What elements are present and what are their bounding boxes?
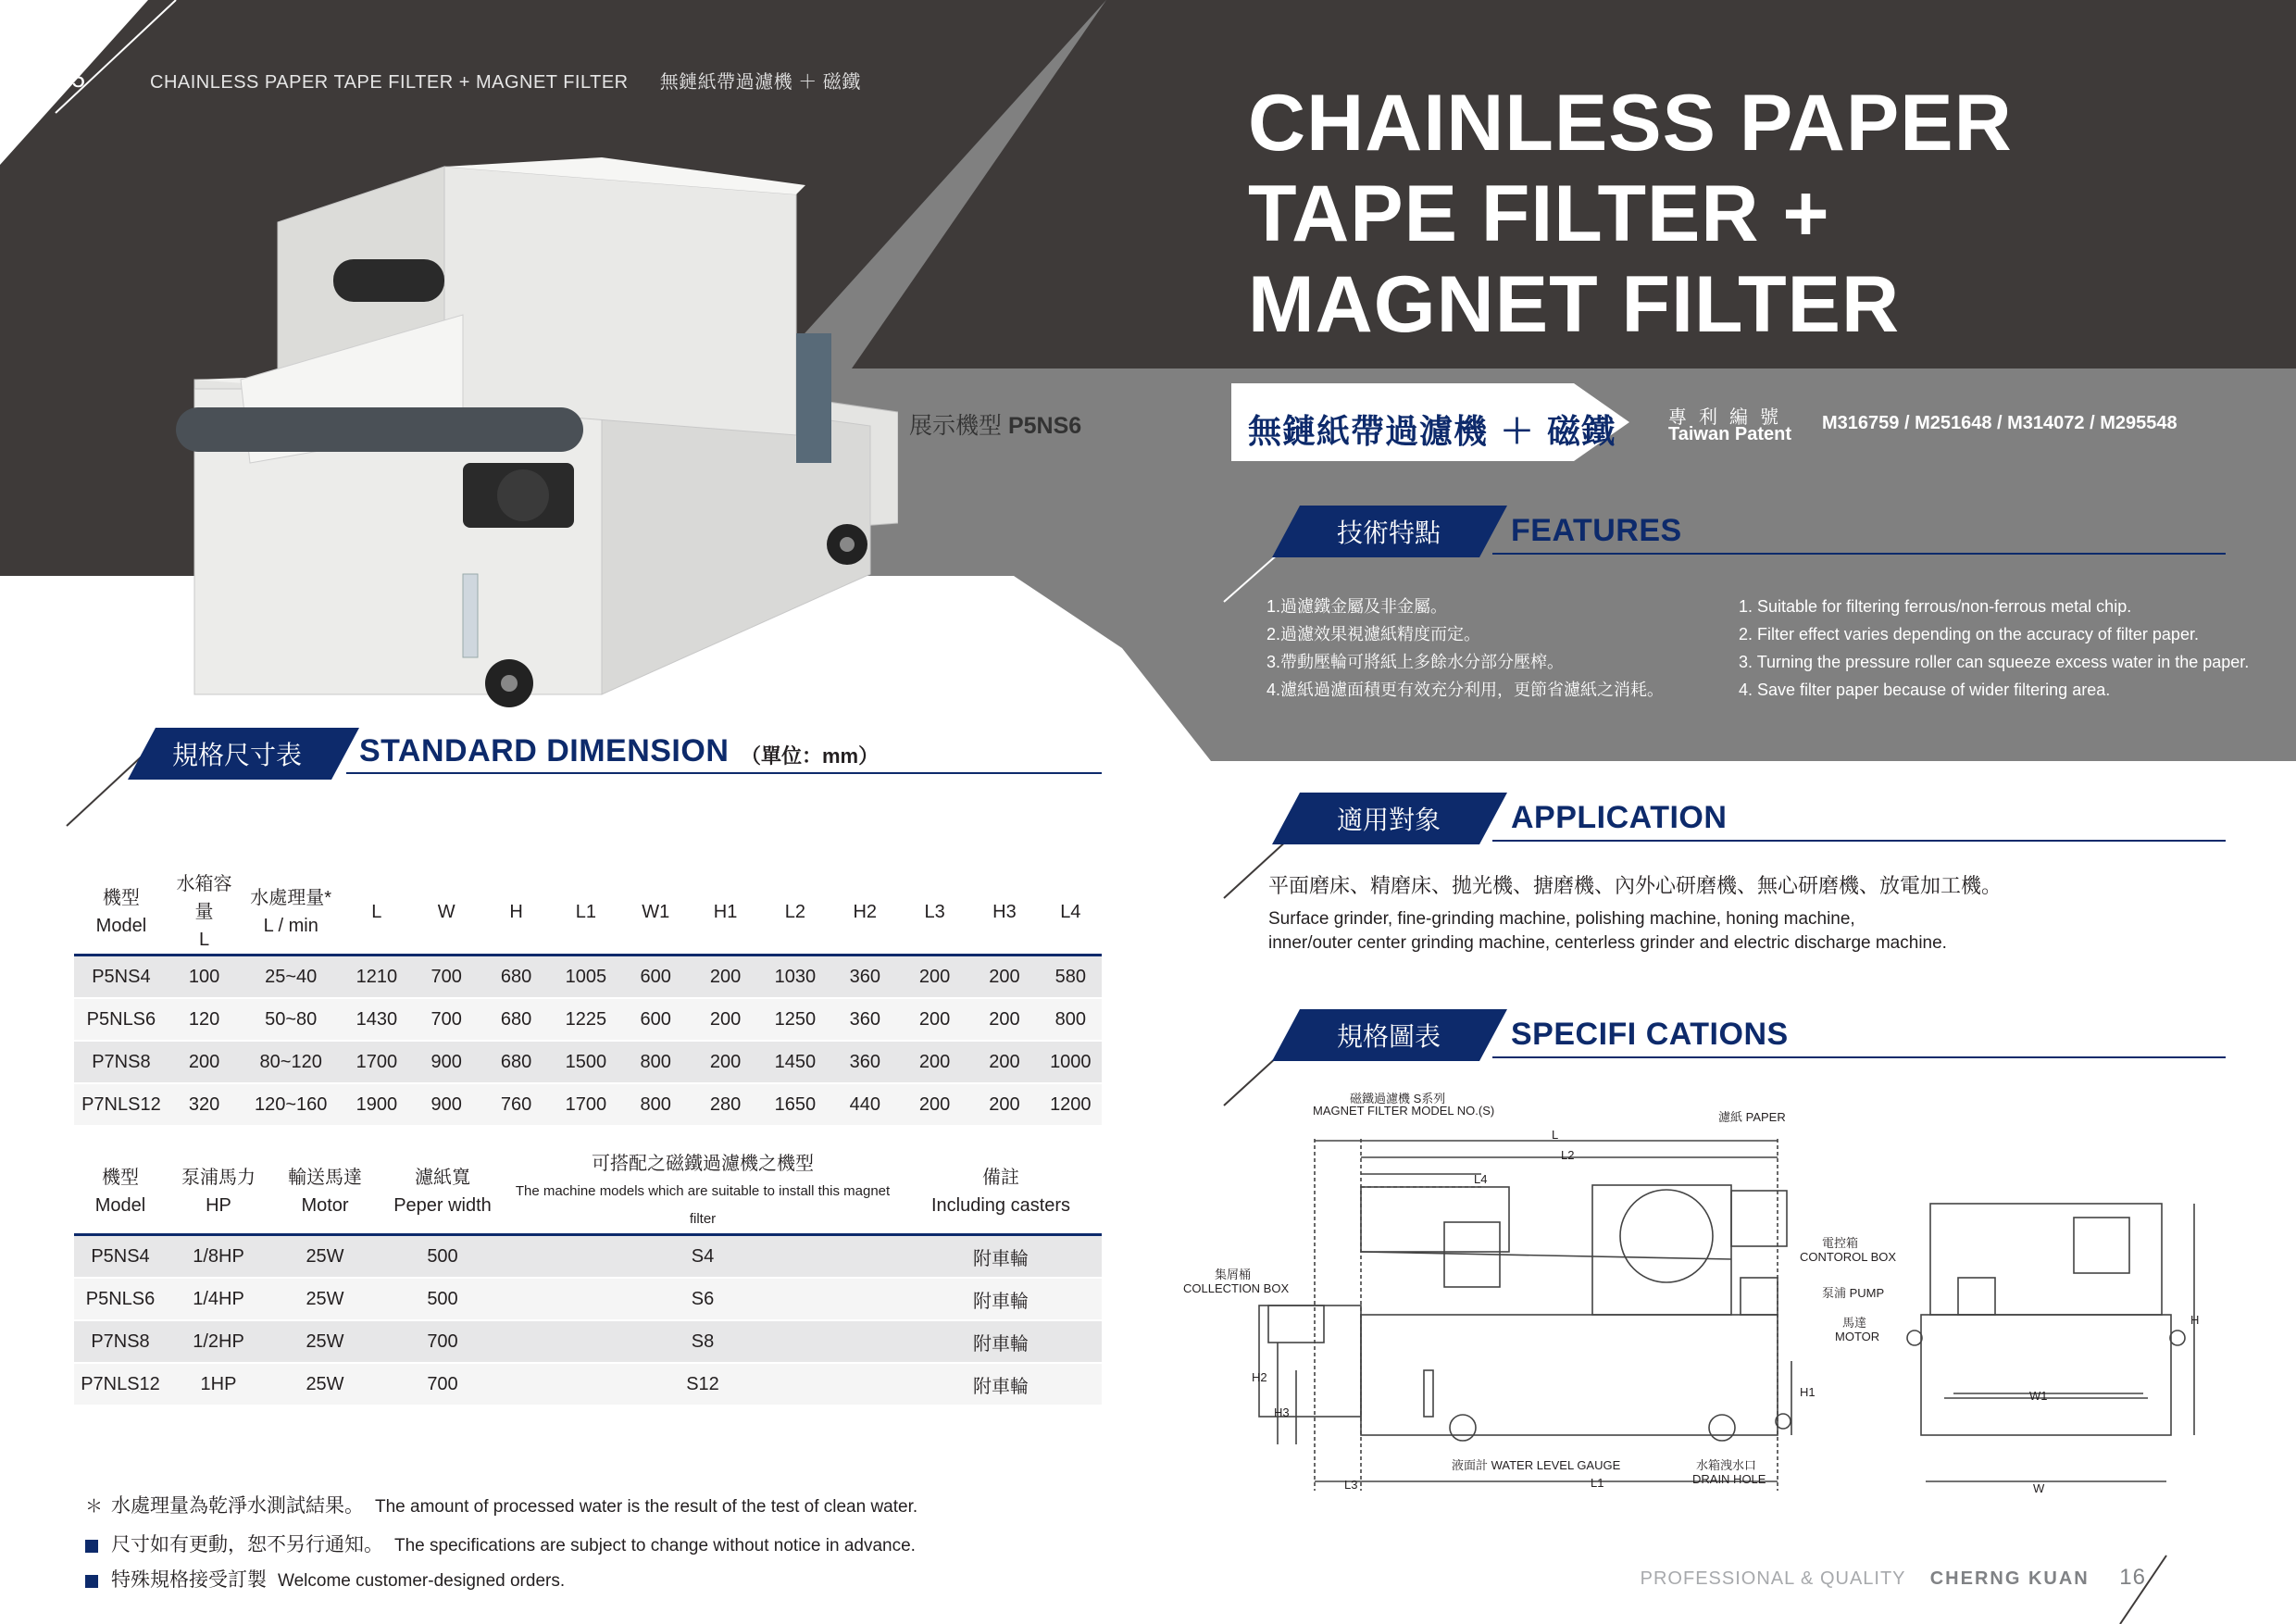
table-cell: 200 — [900, 1041, 969, 1083]
patent-label-cn: 專利編號 — [1668, 407, 1791, 428]
spec-tag: 規格圖表 — [1337, 1021, 1441, 1052]
table-cell: 900 — [412, 1041, 481, 1083]
table-cell: 1650 — [760, 1083, 830, 1126]
dimension-table-row — [74, 998, 1102, 1041]
title-line-3: MAGNET FILTER — [1248, 260, 1901, 349]
feature-cn-1: 1.過濾鐵金屬及非金屬。 — [1267, 597, 1448, 616]
table-cell: P7NLS12 — [74, 1083, 168, 1126]
feature-en-3: 3. Turning the pressure roller can squeeze excess water in the paper. — [1739, 653, 2250, 671]
label-drain-cn: 水箱洩水口 — [1696, 1458, 1757, 1472]
note-2 — [85, 1530, 916, 1557]
application-cn: 平面磨床、精磨床、拋光機、搪磨機、內外心研磨機、無心研磨機、放電加工機。 — [1268, 874, 2003, 897]
dimension-tag: 規格尺寸表 — [172, 740, 303, 770]
table-cell: 700 — [412, 956, 481, 999]
label-magnet-cn: 磁鐵過濾機 S系列 — [1350, 1092, 1446, 1106]
table-cell: 80~120 — [240, 1041, 342, 1083]
dimension-heading: STANDARD DIMENSION — [359, 733, 730, 768]
dim-col-L2: L2 — [760, 870, 830, 956]
dim-col-L1: L1 — [551, 870, 620, 956]
note-1-cn: 水處理量為乾淨水測試結果。 — [111, 1495, 364, 1517]
table-cell: 1900 — [342, 1083, 411, 1126]
application-en — [1268, 907, 1947, 956]
table-cell: 25~40 — [240, 956, 342, 999]
table-cell: 760 — [481, 1083, 551, 1126]
dim-col-model: 機型 Model — [74, 870, 168, 956]
model-shown-model: P5NS6 — [1007, 413, 1082, 439]
table-cell: 1430 — [342, 998, 411, 1041]
table-cell: 600 — [621, 956, 691, 999]
table-cell: P5NS4 — [74, 1235, 167, 1279]
table-cell: 附車輪 — [900, 1235, 1102, 1279]
dimension-unit: （單位：mm） — [741, 744, 880, 768]
table-cell: 1500 — [551, 1041, 620, 1083]
table-cell: 700 — [380, 1320, 505, 1363]
table-cell: 120~160 — [240, 1083, 342, 1126]
label-drain-en: DRAIN HOLE — [1692, 1472, 1766, 1486]
table-cell: S6 — [505, 1278, 900, 1320]
spec-heading: SPECIFI CATIONS — [1511, 1017, 1789, 1052]
table-cell: 1700 — [342, 1041, 411, 1083]
model-shown-label: 展示機型 — [909, 413, 1003, 439]
table-cell: 200 — [691, 956, 760, 999]
dim-col-H2: H2 — [830, 870, 900, 956]
motor-col-magnet: 可搭配之磁鐵過濾機之機型 The machine models which are suitable to install this magnet filter — [505, 1150, 900, 1235]
title-line-2: TAPE FILTER + — [1248, 169, 1830, 258]
label-magnet-en: MAGNET FILTER MODEL NO.(S) — [1313, 1104, 1495, 1118]
table-cell: P7NLS12 — [74, 1363, 167, 1405]
table-cell: 附車輪 — [900, 1278, 1102, 1320]
footer — [1641, 1565, 2146, 1591]
left-page-number: 15 — [57, 65, 86, 93]
square-bullet-icon — [85, 1575, 98, 1588]
table-cell: 200 — [969, 1041, 1039, 1083]
label-control-cn: 電控箱 — [1822, 1236, 1859, 1250]
label-control-en: CONTOROL BOX — [1800, 1250, 1897, 1264]
dimension-header-row — [74, 870, 1102, 956]
square-bullet-icon — [85, 1540, 98, 1553]
motor-col-model: 機型 Model — [74, 1150, 167, 1235]
feature-en-1: 1. Suitable for filtering ferrous/non-ferrous metal chip. — [1739, 597, 2132, 616]
table-cell: P7NS8 — [74, 1041, 168, 1083]
table-cell: 200 — [691, 1041, 760, 1083]
table-cell: 600 — [621, 998, 691, 1041]
features-rule — [1492, 553, 2226, 555]
label-gauge: 液面計 WATER LEVEL GAUGE — [1452, 1458, 1621, 1472]
asterisk-icon: ＊ — [85, 1497, 104, 1517]
motor-col-paper-width: 濾紙寬 Peper width — [380, 1150, 505, 1235]
table-cell: 1/4HP — [167, 1278, 270, 1320]
table-cell: 900 — [412, 1083, 481, 1126]
page-title — [1248, 78, 2013, 350]
label-W1: W1 — [2029, 1389, 2048, 1403]
table-cell: P5NLS6 — [74, 998, 168, 1041]
application-en-line-1: Surface grinder, fine-grinding machine, polishing machine, honing machine, — [1268, 909, 1855, 929]
table-cell: 280 — [691, 1083, 760, 1126]
dimension-table — [74, 870, 1102, 1127]
table-cell: 800 — [621, 1083, 691, 1126]
table-cell: 320 — [168, 1083, 240, 1126]
table-cell: 680 — [481, 1041, 551, 1083]
table-cell: 附車輪 — [900, 1363, 1102, 1405]
dim-col-tank: 水箱容量 L — [168, 870, 240, 956]
right-page-number: 16 — [2119, 1565, 2146, 1590]
label-motor-cn: 馬達 — [1842, 1316, 1867, 1330]
label-collection-en: COLLECTION BOX — [1183, 1281, 1290, 1295]
dim-col-H: H — [481, 870, 551, 956]
feature-cn-3: 3.帶動壓輪可將紙上多餘水分部分壓榨。 — [1267, 653, 1565, 671]
motor-table-row — [74, 1363, 1102, 1405]
label-W: W — [2033, 1481, 2045, 1495]
note-2-cn: 尺寸如有更動，恕不另行通知。 — [111, 1534, 383, 1555]
footer-brand: CHERNG KUAN — [1929, 1568, 2090, 1589]
table-cell: 附車輪 — [900, 1320, 1102, 1363]
table-cell: 200 — [969, 998, 1039, 1041]
table-cell: 680 — [481, 998, 551, 1041]
motor-table-row — [74, 1235, 1102, 1279]
table-cell: 200 — [969, 956, 1039, 999]
table-cell: 25W — [270, 1235, 380, 1279]
running-title — [150, 67, 861, 94]
table-cell: 200 — [168, 1041, 240, 1083]
label-L3: L3 — [1344, 1478, 1358, 1492]
table-cell: 1700 — [551, 1083, 620, 1126]
features-tag: 技術特點 — [1337, 518, 1441, 548]
table-cell: 200 — [691, 998, 760, 1041]
dim-col-W1: W1 — [621, 870, 691, 956]
table-cell: S8 — [505, 1320, 900, 1363]
table-cell: P5NLS6 — [74, 1278, 167, 1320]
table-cell: 1000 — [1040, 1041, 1102, 1083]
label-L: L — [1552, 1128, 1559, 1142]
dim-col-L3: L3 — [900, 870, 969, 956]
label-motor-en: MOTOR — [1835, 1330, 1880, 1343]
product-image — [157, 157, 898, 713]
title-line-1: CHAINLESS PAPER — [1248, 79, 2013, 168]
table-cell: P7NS8 — [74, 1320, 167, 1363]
table-cell: 100 — [168, 956, 240, 999]
table-cell: 1200 — [1040, 1083, 1102, 1126]
table-cell: 500 — [380, 1235, 505, 1279]
motor-header-row — [74, 1150, 1102, 1235]
features-list-en — [1739, 593, 2249, 704]
running-title-cn: 無鏈紙帶過濾機 ＋ 磁鐵 — [659, 72, 861, 93]
dim-col-H3: H3 — [969, 870, 1039, 956]
table-cell: 200 — [900, 956, 969, 999]
motor-table — [74, 1150, 1102, 1406]
table-cell: 1225 — [551, 998, 620, 1041]
dim-col-flow: 水處理量* L / min — [240, 870, 342, 956]
label-L2: L2 — [1561, 1148, 1575, 1162]
label-H3: H3 — [1274, 1405, 1290, 1419]
motor-col-hp: 泵浦馬力 HP — [167, 1150, 270, 1235]
label-H2: H2 — [1252, 1370, 1267, 1384]
application-en-line-2: inner/outer center grinding machine, centerless grinder and electric discharge machine. — [1268, 933, 1947, 953]
running-title-en: CHAINLESS PAPER TAPE FILTER + MAGNET FILTER — [150, 72, 629, 93]
note-1 — [85, 1491, 917, 1518]
table-cell: 1030 — [760, 956, 830, 999]
table-cell: 200 — [900, 998, 969, 1041]
label-collection-cn: 集屑桶 — [1215, 1268, 1252, 1281]
note-3 — [85, 1565, 565, 1593]
label-pump: 泵浦 PUMP — [1822, 1286, 1885, 1300]
table-cell: 50~80 — [240, 998, 342, 1041]
application-rule — [1492, 840, 2226, 842]
table-cell: 580 — [1040, 956, 1102, 999]
label-H1: H1 — [1800, 1385, 1816, 1399]
table-cell: 700 — [380, 1363, 505, 1405]
note-2-en: The specifications are subject to change without notice in advance. — [394, 1536, 916, 1555]
motor-table-row — [74, 1278, 1102, 1320]
feature-cn-4: 4.濾紙過濾面積更有效充分利用，更節省濾紙之消耗。 — [1267, 681, 1665, 699]
table-cell: 200 — [969, 1083, 1039, 1126]
features-heading: FEATURES — [1511, 513, 1682, 548]
label-L1: L1 — [1591, 1476, 1604, 1490]
features-list-cn — [1267, 593, 1664, 704]
table-cell: 25W — [270, 1363, 380, 1405]
table-cell: 1HP — [167, 1363, 270, 1405]
motor-col-motor: 輸送馬達 Motor — [270, 1150, 380, 1235]
motor-col-casters: 備註 Including casters — [900, 1150, 1102, 1235]
label-paper: 濾紙 PAPER — [1718, 1110, 1786, 1124]
table-cell: S4 — [505, 1235, 900, 1279]
table-cell: 360 — [830, 956, 900, 999]
table-cell: S12 — [505, 1363, 900, 1405]
note-1-en: The amount of processed water is the result of the test of clean water. — [375, 1497, 918, 1517]
spec-rule — [1492, 1056, 2226, 1058]
table-cell: 360 — [830, 1041, 900, 1083]
table-cell: 800 — [621, 1041, 691, 1083]
dimension-table-row — [74, 1083, 1102, 1126]
dim-col-L: L — [342, 870, 411, 956]
table-cell: 500 — [380, 1278, 505, 1320]
table-cell: 1450 — [760, 1041, 830, 1083]
feature-en-2: 2. Filter effect varies depending on the accuracy of filter paper. — [1739, 625, 2199, 643]
table-cell: 1/2HP — [167, 1320, 270, 1363]
table-cell: P5NS4 — [74, 956, 168, 999]
label-L4: L4 — [1474, 1172, 1488, 1186]
application-heading: APPLICATION — [1511, 800, 1728, 835]
model-shown — [909, 407, 1081, 441]
dim-col-W: W — [412, 870, 481, 956]
table-cell: 25W — [270, 1320, 380, 1363]
table-cell: 1/8HP — [167, 1235, 270, 1279]
feature-en-4: 4. Save filter paper because of wider filtering area. — [1739, 681, 2111, 699]
table-cell: 1005 — [551, 956, 620, 999]
note-3-en: Welcome customer-designed orders. — [278, 1571, 566, 1591]
label-H: H — [2190, 1313, 2200, 1327]
table-cell: 200 — [900, 1083, 969, 1126]
table-cell: 440 — [830, 1083, 900, 1126]
table-cell: 25W — [270, 1278, 380, 1320]
patent-numbers: M316759 / M251648 / M314072 / M295548 — [1822, 413, 2177, 433]
spec-diagram — [1176, 1083, 2231, 1509]
dimension-table-row — [74, 1041, 1102, 1083]
table-cell: 700 — [412, 998, 481, 1041]
title-cn: 無鏈紙帶過濾機 ＋ 磁鐵 — [1248, 413, 1616, 451]
table-cell: 120 — [168, 998, 240, 1041]
table-cell: 1210 — [342, 956, 411, 999]
dim-col-L4: L4 — [1040, 870, 1102, 956]
motor-table-row — [74, 1320, 1102, 1363]
note-3-cn: 特殊規格接受訂製 — [111, 1569, 267, 1591]
patent-label-en: Taiwan Patent — [1668, 424, 1791, 444]
dim-col-H1: H1 — [691, 870, 760, 956]
feature-cn-2: 2.過濾效果視濾紙精度而定。 — [1267, 625, 1481, 643]
dimension-rule — [346, 772, 1102, 774]
table-cell: 800 — [1040, 998, 1102, 1041]
dimension-table-row — [74, 956, 1102, 999]
table-cell: 1250 — [760, 998, 830, 1041]
table-cell: 680 — [481, 956, 551, 999]
application-tag: 適用對象 — [1337, 805, 1441, 835]
table-cell: 360 — [830, 998, 900, 1041]
footer-tagline: PROFESSIONAL & QUALITY — [1640, 1568, 1906, 1589]
